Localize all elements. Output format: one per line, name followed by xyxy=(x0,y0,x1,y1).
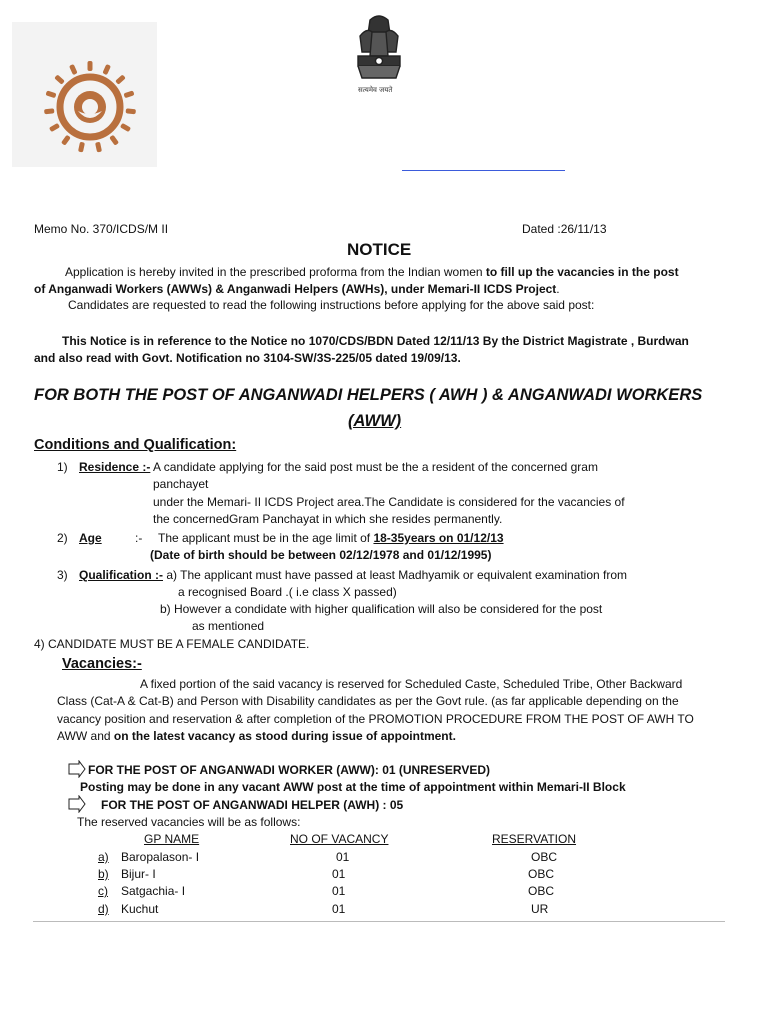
intro-line-3: Candidates are requested to read the following instructions before applying for the above said post: xyxy=(68,298,595,312)
table-row-vacancy: 01 xyxy=(332,884,346,898)
posting-note: Posting may be done in any vacant AWW post at the time of appointment within Memari-II Block xyxy=(80,780,626,794)
qualification-text-4: as mentioned xyxy=(192,619,265,633)
heading-both-posts-line-1: FOR BOTH THE POST OF ANGANWADI HELPERS ( AWH ) & ANGANWADI WORKERS xyxy=(34,386,703,404)
table-header-vacancy: NO OF VACANCY xyxy=(290,832,389,846)
intro-line-1 xyxy=(65,265,679,279)
intro-line-1-plain: Application is hereby invited in the prescribed proforma from the Indian women xyxy=(65,265,486,279)
qualification-text-2: a recognised Board .( i.e class X passed) xyxy=(178,585,397,599)
ashoka-emblem-icon xyxy=(348,12,410,100)
vacancies-line-4-plain: AWW and xyxy=(57,729,114,743)
memo-date: Dated :26/11/13 xyxy=(522,222,607,236)
table-row-gp-name: Satgachia- I xyxy=(121,884,186,898)
arrow-bullet-icon xyxy=(68,795,86,813)
reserved-intro: The reserved vacancies will be as follows: xyxy=(77,815,301,829)
table-row-reservation: OBC xyxy=(528,884,555,898)
condition-4: 4) CANDIDATE MUST BE A FEMALE CANDIDATE. xyxy=(34,637,310,651)
vacancies-line-4-bold: on the latest vacancy as stood during issue of appointment. xyxy=(113,729,456,743)
residence-text-1: A candidate applying for the said post must be the a resident of the concerned gram xyxy=(150,460,598,474)
qualification-label: Qualification :- xyxy=(79,568,163,582)
department-logo xyxy=(12,22,157,167)
table-header-reservation: RESERVATION xyxy=(492,832,577,846)
reference-line-2: and also read with Govt. Notification no 3104-SW/3S-225/05 dated 19/09/13. xyxy=(34,351,461,365)
reference-line-1: This Notice is in reference to the Notice no 1070/CDS/BDN Dated 12/11/13 By the District Magistrate , Burdwan xyxy=(62,334,689,348)
table-row-marker: b) xyxy=(98,867,109,881)
table-row-marker: d) xyxy=(98,902,109,916)
intro-line-2-end: . xyxy=(556,282,560,296)
age-line-1 xyxy=(158,531,504,545)
residence-text-3: under the Memari- II ICDS Project area.The Candidate is considered for the vacancies of xyxy=(153,495,625,509)
qualification-text-1: a) The applicant must have passed at least Madhyamik or equivalent examination from xyxy=(163,568,628,582)
arrow-bullet-icon xyxy=(68,760,86,778)
age-text-1: The applicant must be in the age limit of xyxy=(158,531,374,545)
seal-graphic xyxy=(12,22,157,167)
table-row-reservation: OBC xyxy=(531,850,558,864)
table-row-marker: a) xyxy=(98,850,109,864)
blue-underline-divider xyxy=(402,170,565,171)
vacancies-line-2: Class (Cat-A & Cat-B) and Person with Disability candidates as per the Govt rule. (as far applicable depending on the xyxy=(57,694,679,708)
table-row-gp-name: Baropalason- I xyxy=(121,850,200,864)
post-awh: FOR THE POST OF ANGANWADI HELPER (AWH) : 05 xyxy=(101,798,404,812)
intro-line-2 xyxy=(34,282,560,296)
page-divider xyxy=(33,921,725,922)
vacancies-line-4 xyxy=(57,729,456,743)
table-row-reservation: OBC xyxy=(528,867,555,881)
heading-both-posts-line-2: (AWW) xyxy=(348,412,402,430)
table-row-marker: c) xyxy=(98,884,108,898)
table-row-vacancy: 01 xyxy=(332,902,346,916)
intro-line-2-bold: of Anganwadi Workers (AWWs) & Anganwadi Helpers (AWHs), under Memari-II ICDS Project xyxy=(34,282,557,296)
emblem-caption: सत्यमेव जयते xyxy=(358,86,393,94)
notice-title: NOTICE xyxy=(347,240,412,259)
condition-2-number: 2) xyxy=(57,531,68,545)
intro-line-1-bold: to fill up the vacancies in the post xyxy=(485,265,679,279)
vacancies-line-3: vacancy position and reservation & after completion of the PROMOTION PROCEDURE FROM THE POST OF AWH TO xyxy=(57,712,694,726)
post-aww: FOR THE POST OF ANGANWADI WORKER (AWW): 01 (UNRESERVED) xyxy=(88,763,490,777)
table-header-gp-name: GP NAME xyxy=(144,832,200,846)
condition-3-number: 3) xyxy=(57,568,68,582)
vacancies-heading: Vacancies:- xyxy=(62,656,142,672)
conditions-heading: Conditions and Qualification: xyxy=(34,437,237,453)
table-row-gp-name: Kuchut xyxy=(121,902,159,916)
age-separator: :- xyxy=(135,531,143,545)
table-row-reservation: UR xyxy=(531,902,549,916)
residence-text-2: panchayet xyxy=(153,477,209,491)
table-row-vacancy: 01 xyxy=(332,867,346,881)
condition-1-number: 1) xyxy=(57,460,68,474)
condition-1-line-1 xyxy=(79,460,598,474)
age-dob-range: (Date of birth should be between 02/12/1978 and 01/12/1995) xyxy=(150,548,492,562)
age-limit: 18-35years on 01/12/13 xyxy=(373,531,504,545)
table-row-gp-name: Bijur- I xyxy=(121,867,156,881)
vacancies-line-1: A fixed portion of the said vacancy is reserved for Scheduled Caste, Scheduled Tribe, Other Backward xyxy=(140,677,683,691)
qualification-text-3: b) However a condidate with higher qualification will also be considered for the post xyxy=(160,602,603,616)
memo-number: Memo No. 370/ICDS/M II xyxy=(34,222,169,236)
residence-text-4: the concernedGram Panchayat in which she resides permanently. xyxy=(153,512,503,526)
residence-label: Residence :- xyxy=(79,460,151,474)
condition-3-line-1 xyxy=(79,568,627,582)
table-row-vacancy: 01 xyxy=(336,850,350,864)
age-label: Age xyxy=(79,531,102,545)
